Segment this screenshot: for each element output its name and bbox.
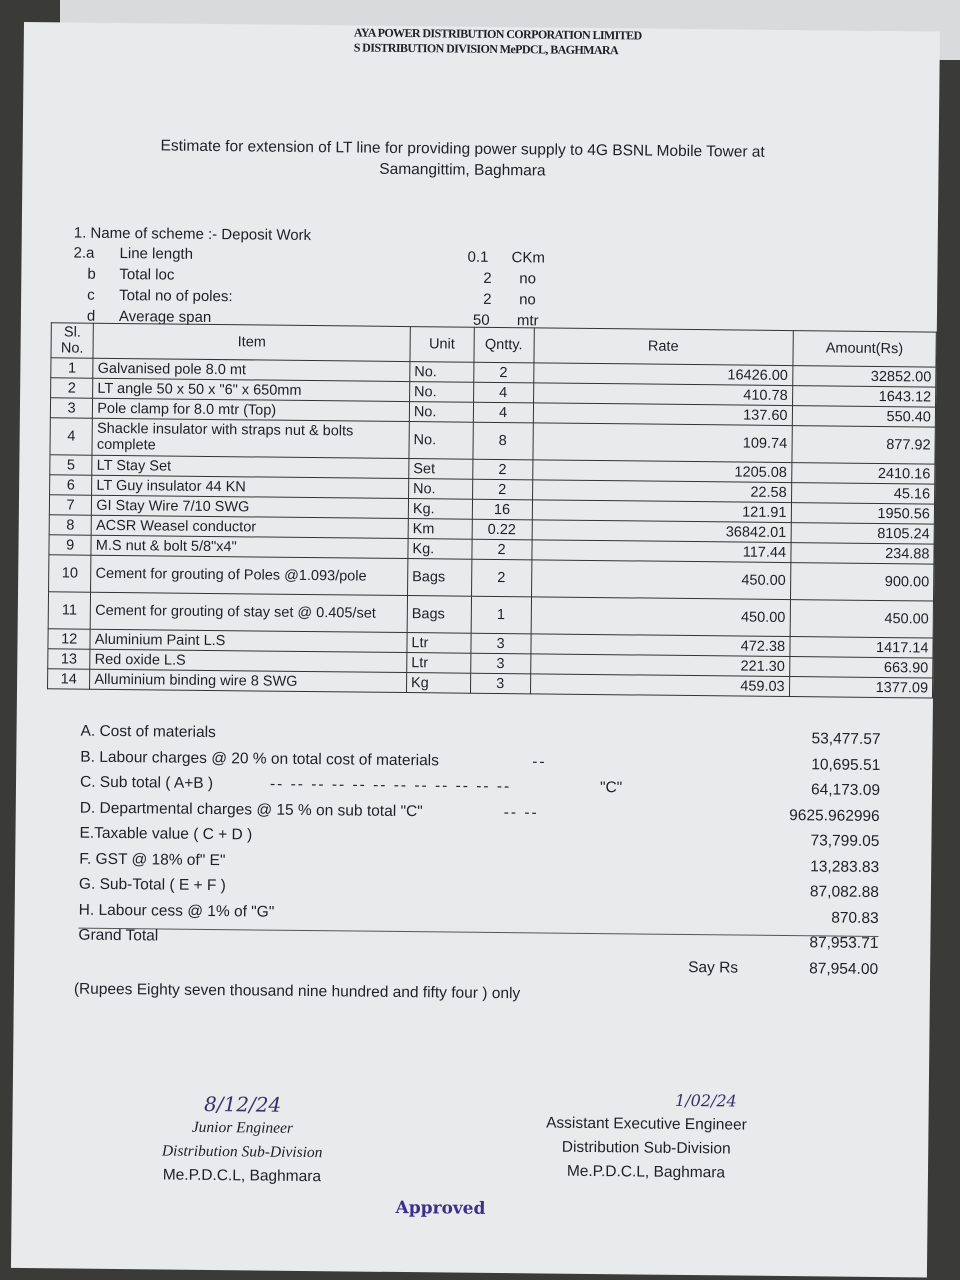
dash-leader: -- [532,752,547,771]
sub-total-g-value: 87,082.88 [809,883,880,901]
cell-amount: 32852.00 [792,366,936,388]
say-rs-value: 87,954.00 [809,959,879,978]
cell-unit: No. [409,422,473,460]
letterhead [354,25,642,58]
approved-stamp: Approved [395,1197,486,1219]
signature-date: 8/12/24 [203,1091,282,1117]
header-quantity: Qntty. [474,327,534,363]
document-title [112,135,812,184]
signatory-office: Distribution Sub-Division [561,1138,731,1158]
scheme-label-average-span: Average span [118,308,212,326]
cell-qty: 16 [472,499,532,520]
cell-sl: 11 [48,592,91,629]
cell-item: LT Guy insulator 44 KN [92,475,409,498]
scheme-unit-line-length: CKm [511,249,545,267]
dash-leader: -- -- -- -- -- -- -- -- -- -- -- -- [269,775,512,796]
cell-rate: 459.03 [530,674,789,697]
cell-item: Galvanised pole 8.0 mt [93,358,410,381]
gst-value: 13,283.83 [810,857,880,876]
cell-sl: 14 [48,669,91,689]
cell-item: Red oxide L.S [90,649,407,672]
cell-qty: 1 [471,596,532,634]
cell-rate: 109.74 [533,423,792,463]
signatory-organization: Me.P.D.C.L, Baghmara [162,1166,322,1186]
header-sl-no: Sl. No. [51,323,94,358]
cell-qty: 2 [471,539,531,560]
labour-charges-label: B. Labour charges @ 20 % on total cost of materials [80,748,440,769]
cell-amount: 877.92 [792,426,936,464]
cell-rate: 1205.08 [532,460,791,483]
signatory-title: Assistant Executive Engineer [546,1114,747,1134]
cell-rate: 410.78 [533,383,792,406]
cell-unit: Kg. [408,539,472,560]
cell-sl: 10 [49,555,92,592]
labour-charges-value: 10,695.51 [811,755,881,774]
scheme-unit-average-span: mtr [516,312,539,330]
cell-item: M.S nut & bolt 5/8"x4" [91,535,408,558]
scheme-value-average-span: 50 [472,311,490,329]
cell-qty: 0.22 [472,519,532,540]
grand-total-label: Grand Total [78,926,159,945]
cell-sl: 12 [48,629,91,649]
header-unit: Unit [410,327,474,363]
scheme-value-total-poles: 2 [483,290,492,308]
materials-table [47,322,937,698]
header-item: Item [93,323,410,361]
signature-date: 1/02/24 [674,1090,737,1111]
cell-unit: Set [409,459,473,480]
taxable-value-value: 73,799.05 [810,832,880,851]
cell-sl: 2 [51,378,94,398]
cell-amount: 2410.16 [791,463,935,485]
sub-total-c-label: C. Sub total ( A+B ) [79,773,214,793]
cell-amount: 1417.14 [789,637,933,659]
cell-amount: 450.00 [790,600,934,638]
cell-item: ACSR Weasel conductor [91,515,408,538]
dash-leader: -- -- [503,803,539,821]
title-line-2: Samangittim, Baghmara [379,160,546,180]
cell-amount: 45.16 [791,483,935,505]
cell-unit: No. [408,479,472,500]
estimate-document [11,22,940,1278]
cost-summary [78,723,881,986]
scheme-value-total-loc: 2 [483,269,492,287]
cell-sl: 1 [51,358,94,378]
cell-item: LT angle 50 x 50 x "6" x 650mm [93,378,410,401]
letterhead-line-1: AYA POWER DISTRIBUTION CORPORATION LIMITED [353,25,642,43]
cell-qty: 3 [470,633,530,654]
labour-cess-value: 870.83 [831,909,879,927]
departmental-charges-label: D. Departmental charges @ 15 % on sub total "C" [79,799,423,820]
cell-qty: 2 [471,559,532,597]
cell-unit: Kg [406,673,470,694]
cell-item: Cement for grouting of stay set @ 0.405/set [90,592,407,632]
scheme-idx-c: c [87,286,95,304]
cell-amount: 1643.12 [792,386,936,408]
header-amount: Amount(Rs) [793,331,937,367]
title-line-1: Estimate for extension of LT line for providing power supply to 4G BSNL Mobile Tower at [160,137,765,161]
cell-rate: 16426.00 [533,363,792,386]
cell-unit: No. [409,402,473,423]
cell-amount: 550.40 [792,406,936,428]
cell-qty: 4 [473,382,533,403]
cell-amount: 1950.56 [791,503,935,525]
cell-rate: 450.00 [531,597,790,637]
grand-total-value: 87,953.71 [809,934,879,952]
gst-label: F. GST @ 18% of" E" [79,850,226,869]
cell-item: Cement for grouting of Poles @1.093/pole [91,555,408,595]
scheme-label-total-loc: Total loc [119,266,175,284]
cell-qty: 3 [470,653,530,674]
cell-unit: Ltr [407,633,471,654]
cell-unit: Kg. [408,499,472,520]
cost-of-materials-label: A. Cost of materials [80,722,216,742]
cell-item: LT Stay Set [92,455,409,478]
taxable-value-label: E.Taxable value ( C + D ) [79,824,253,844]
cell-rate: 221.30 [530,654,789,677]
cell-amount: 1377.09 [789,677,933,699]
cell-unit: No. [410,362,474,383]
cell-item: GI Stay Wire 7/10 SWG [92,495,409,518]
signatory-office: Distribution Sub-Division [161,1142,323,1162]
cell-unit: Bags [407,596,471,634]
cell-unit: Km [408,519,472,540]
cell-amount: 663.90 [789,657,933,679]
scheme-value-line-length: 0.1 [467,248,489,266]
junior-engineer-signature-block [122,1091,363,1190]
cell-rate: 121.91 [532,500,791,523]
scheme-idx-b: b [87,265,96,283]
cell-unit: Bags [407,559,471,597]
sub-total-c-value: 64,173.09 [810,781,881,800]
cell-sl: 5 [50,455,93,475]
cell-item: Alluminium binding wire 8 SWG [90,669,407,692]
cell-sl: 13 [48,649,91,669]
cell-sl: 6 [50,475,93,495]
cell-rate: 137.60 [533,403,792,426]
cell-rate: 117.44 [532,540,791,563]
cell-rate: 36842.01 [532,520,791,543]
cell-rate: 22.58 [532,480,791,503]
cell-item: Aluminium Paint L.S [90,629,407,652]
c-marker: "C" [599,779,623,797]
cell-rate: 472.38 [531,634,790,657]
cell-unit: Ltr [407,653,471,674]
header-rate: Rate [534,328,793,366]
cost-of-materials-value: 53,477.57 [811,730,881,749]
say-rs-label: Say Rs [688,958,739,977]
cell-sl: 3 [50,398,93,418]
labour-cess-label: H. Labour cess @ 1% of "G" [78,901,275,921]
cell-item: Shackle insulator with straps nut & bolts complete [92,418,409,458]
cell-item: Pole clamp for 8.0 mtr (Top) [93,398,410,421]
cell-sl: 8 [49,515,92,535]
cell-sl: 9 [49,535,92,555]
cell-sl: 7 [49,495,92,515]
scheme-label-total-poles: Total no of poles: [119,287,233,306]
cell-qty: 2 [472,479,532,500]
cell-qty: 2 [473,362,533,383]
cell-qty: 4 [473,402,533,423]
scheme-label-line-length: Line length [119,245,194,263]
scheme-unit-total-loc: no [519,270,537,288]
cell-qty: 8 [472,422,533,460]
scheme-idx-d: d [86,307,96,325]
scheme-name: 1. Name of scheme :- Deposit Work [73,224,312,245]
cell-amount: 900.00 [790,563,934,601]
signatory-title: Junior Engineer [191,1118,294,1137]
cell-qty: 3 [470,673,530,694]
cell-rate: 450.00 [531,560,790,600]
signatory-organization: Me.P.D.C.L, Baghmara [566,1162,726,1182]
cell-unit: No. [409,382,473,403]
departmental-charges-value: 9625.962996 [789,806,880,825]
scheme-idx-a: 2.a [73,244,95,262]
sub-total-g-label: G. Sub-Total ( E + F ) [78,875,226,895]
amount-in-words: (Rupees Eighty seven thousand nine hundred and fifty four ) only [73,980,521,1003]
scheme-unit-total-poles: no [519,291,536,309]
cell-amount: 8105.24 [791,523,935,545]
assistant-engineer-signature-block [506,1087,787,1186]
cell-amount: 234.88 [790,543,934,565]
cell-sl: 4 [50,418,93,455]
letterhead-line-2: S DISTRIBUTION DIVISION MePDCL, BAGHMARA [353,40,619,58]
cell-qty: 2 [472,459,532,480]
